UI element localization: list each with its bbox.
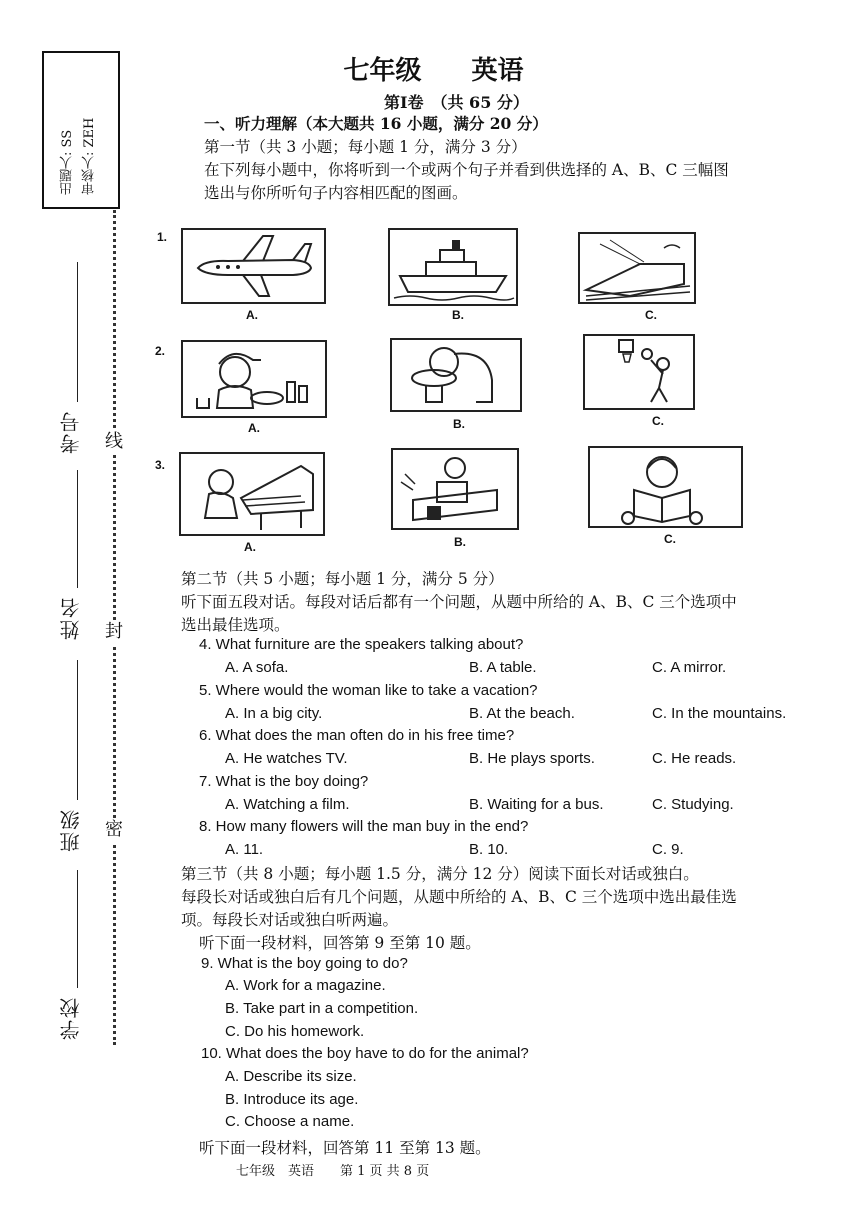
section2-instruction-2: 选出最佳选项。	[181, 616, 290, 634]
class-label: 班级	[59, 808, 83, 852]
exam-number-label: 考号	[59, 410, 83, 454]
part1-heading: 一、听力理解（本大题共 16 小题，满分 20 分）	[204, 114, 548, 133]
option-6a: A. He watches TV.	[225, 750, 348, 767]
title-grade: 七年级	[343, 56, 422, 86]
option-4c: C. A mirror.	[652, 659, 727, 676]
school-label: 学校	[59, 996, 83, 1040]
option-5b: B. At the beach.	[469, 705, 575, 722]
caption-c: C.	[664, 532, 676, 546]
basketball-icon	[583, 334, 695, 410]
option-7b: B. Waiting for a bus.	[469, 796, 604, 813]
option-10a: A. Describe its size.	[225, 1068, 357, 1085]
caption-b: B.	[452, 308, 464, 322]
picture-question-number: 2.	[155, 344, 166, 358]
train-icon	[578, 232, 696, 304]
option-5a: A. In a big city.	[225, 705, 323, 722]
question-6: 6. What does the man often do in his free time?	[199, 727, 515, 744]
section3-instruction-2: 项。每段长对话或独白听两遍。	[181, 911, 399, 929]
caption-a: A.	[248, 421, 260, 435]
section1-title: 第一节（共 3 小题；每小题 1 分，满分 3 分）	[204, 138, 527, 156]
option-10b: B. Introduce its age.	[225, 1091, 359, 1108]
option-9b: B. Take part in a competition.	[225, 1000, 419, 1017]
section2-instruction-1: 听下面五段对话。每段对话后都有一个问题，从题中所给的 A、B、C 三个选项中	[181, 593, 737, 611]
caption-a: A.	[246, 308, 258, 322]
seal-mark-secret: 密	[105, 819, 123, 840]
seal-mark-line: 线	[105, 431, 123, 452]
title-subject: 英语	[471, 56, 524, 86]
exam-number-line	[77, 262, 78, 402]
question-5: 5. Where would the woman like to take a vacation?	[199, 682, 538, 699]
page-footer: 七年级 英语 第 1 页 共 8 页	[236, 1164, 430, 1179]
computer-icon	[391, 448, 519, 530]
section3-instruction-1: 每段长对话或独白后有几个问题，从题中所给的 A、B、C 三个选项中选出最佳选	[181, 888, 737, 906]
caption-c: C.	[652, 414, 664, 428]
question-10: 10. What does the boy have to do for the animal?	[201, 1045, 529, 1062]
page-title	[0, 50, 867, 87]
picture-question-number: 3.	[155, 458, 166, 472]
option-9a: A. Work for a magazine.	[225, 977, 386, 994]
section3-title: 第三节（共 8 小题；每小题 1.5 分，满分 12 分）阅读下面长对话或独白。	[181, 865, 699, 883]
question-7: 7. What is the boy doing?	[199, 773, 369, 790]
question-9: 9. What is the boy going to do?	[201, 955, 408, 972]
caption-b: B.	[454, 535, 466, 549]
option-6c: C. He reads.	[652, 750, 737, 767]
option-4b: B. A table.	[469, 659, 537, 676]
class-line	[77, 660, 78, 800]
option-9c: C. Do his homework.	[225, 1023, 365, 1040]
option-8b: B. 10.	[469, 841, 509, 858]
boy-eating-icon	[181, 340, 327, 418]
option-6b: B. He plays sports.	[469, 750, 595, 767]
option-5c: C. In the mountains.	[652, 705, 787, 722]
option-10c: C. Choose a name.	[225, 1113, 355, 1130]
option-8a: A. 11.	[225, 841, 264, 858]
reviewer-label: 审核人: ZEH	[82, 117, 97, 195]
seal-mark-seal: 封	[105, 621, 123, 642]
reading-icon	[588, 446, 743, 528]
option-4a: A. A sofa.	[225, 659, 289, 676]
airplane-icon	[181, 228, 326, 304]
material-group-1: 听下面一段材料，回答第 9 至第 10 题。	[199, 934, 481, 952]
option-8c: C. 9.	[652, 841, 684, 858]
option-7a: A. Watching a film.	[225, 796, 350, 813]
option-7c: C. Studying.	[652, 796, 734, 813]
washing-face-icon	[390, 338, 522, 412]
section1-instruction-1: 在下列每小题中，你将听到一个或两个句子并看到供选择的 A、B、C 三幅图	[204, 161, 729, 179]
name-label: 姓名	[59, 596, 83, 640]
caption-c: C.	[645, 308, 657, 322]
question-8: 8. How many flowers will the man buy in the end?	[199, 818, 529, 835]
name-line	[77, 470, 78, 588]
section2-title: 第二节（共 5 小题；每小题 1 分，满分 5 分）	[181, 570, 504, 588]
material-group-2: 听下面一段材料，回答第 11 至第 13 题。	[199, 1139, 491, 1157]
picture-question-number: 1.	[157, 230, 168, 244]
section1-instruction-2: 选出与你所听句子内容相匹配的图画。	[204, 184, 468, 202]
caption-a: A.	[244, 540, 256, 554]
school-line	[77, 870, 78, 988]
question-4: 4. What furniture are the speakers talking about?	[199, 636, 524, 653]
piano-icon	[179, 452, 325, 536]
caption-b: B.	[453, 417, 465, 431]
paper-volume: 第Ⅰ卷 （共 65 分）	[384, 93, 529, 112]
setter-label: 出题人: SS	[60, 129, 75, 195]
ship-icon	[388, 228, 518, 306]
